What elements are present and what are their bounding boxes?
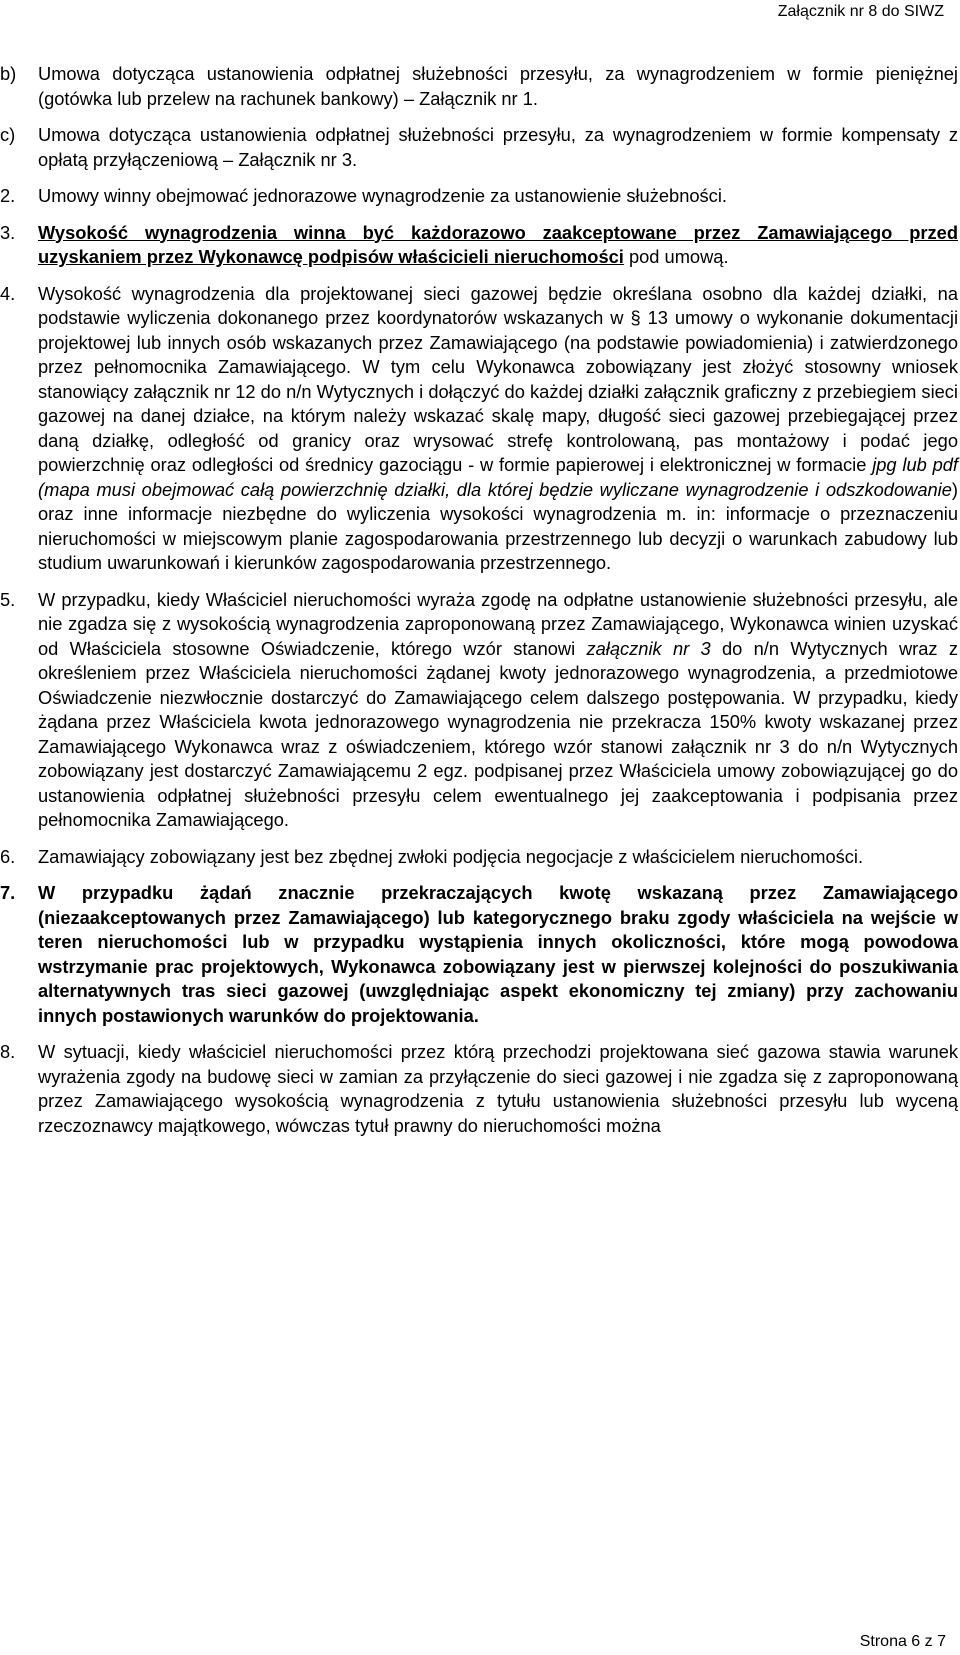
sub-item-text: Umowa dotycząca ustanowienia odpłatnej służebności przesyłu, za wynagrodzeniem w formie kompensaty z opłatą przyłączeniową – Załącznik nr 3. bbox=[38, 124, 958, 170]
paragraph-6 bbox=[0, 845, 958, 870]
paragraph-text: W sytuacji, kiedy właściciel nieruchomości przez którą przechodzi projektowana sieć gazowa stawia warunek wyrażenia zgody na budowę sieci w zamian za przyłączenie do sieci gazowej i nie zgadza się z zaproponowaną przez Zamawiającego wysokością wynagrodzenia z tytułu ustanowienia służebności przesyłu lub wyceną rzeczoznawcy majątkowego, wówczas tytuł prawny do nieruchomości można bbox=[38, 1041, 958, 1136]
paragraph-text-cont: do n/n Wytycznych wraz z określeniem przez Właściciela nieruchomości żądanej kwoty jednorazowego wynagrodzenia, a przedmiotowe Oświadczenie niezwłocznie dostarczyć do Zamawiającego celem dalszego postępowania. W przypadku, kiedy żądana przez Właściciela kwota jednorazowego wynagrodzenia nie przekracza 150% kwoty wskazanej przez Zamawiającego Wykonawca wraz z oświadczeniem, którego wzór stanowi załącznik nr 3 do n/n Wytycznych zobowiązany jest dostarczyć Zamawiającemu 2 egz. podpisanej przez Właściciela umowy zobowiązującej go do ustanowienia odpłatnej służebności przesyłu celem ewentualnego jej zaakceptowania i podpisania przez pełnomocnika Zamawiającego. bbox=[38, 637, 958, 830]
paragraph-number: 4. bbox=[0, 282, 16, 304]
paragraph-text: W przypadku żądań znacznie przekraczających kwotę wskazaną przez Zamawiającego (niezaakceptowanych przez Zamawiającego) lub kategorycznego braku zgody właściciela na wejście w teren nieruchomości lub w przypadku wystąpienia innych okoliczności, które mogą powodowa wstrzymanie prac projektowych, Wykonawca zobowiązany jest w pierwszej kolejności do poszukiwania alternatywnych tras sieci gazowej (uwzględniając aspekt ekonomiczny tej zmiany) przy zachowaniu innych postawionych warunków do projektowania. bbox=[38, 882, 958, 1026]
paragraph-text: Wysokość wynagrodzenia dla projektowanej sieci gazowej będzie określana osobno dla każdej działki, na podstawie wyliczenia dokonanego przez koordynatorów wskazanych w § 13 umowy o wykonanie dokumentacji projektowej lub innych osób wskazanych przez Zamawiającego (na podstawie powiadomienia) i zatwierdzonego przez pełnomocnika Zamawiającego. W tym celu Wykonawca zobowiązany jest złożyć stosowny wniosek stanowiący załącznik nr 12 do n/n Wytycznych i dołączyć do każdej działki załącznik graficzny z przebiegiem sieci gazowej na danej działce, na którym należy wskazać skalę mapy, długość sieci gazowej przebiegającej przez daną działkę, odległość od granicy oraz wrysować strefę kontrolowaną, pas montażowy i podać jego powierzchnię oraz odległości od średnicy gazociągu - w formie papierowej i elektronicznej w formacie bbox=[38, 282, 958, 475]
paragraph-2 bbox=[0, 184, 958, 209]
paragraph-number: 8. bbox=[0, 1041, 16, 1062]
sub-item-c bbox=[0, 123, 958, 172]
paragraph-text-underlined: Wysokość wynagrodzenia winna być każdorazowo zaakceptowane przez Zamawiającego przed uzyskaniem przez Wykonawcę podpisów właścicieli nieruchomości bbox=[38, 221, 958, 267]
page-footer: Strona 6 z 7 bbox=[859, 1633, 946, 1650]
sub-item-label: c) bbox=[0, 124, 16, 145]
paragraph-number: 3. bbox=[0, 221, 16, 243]
paragraph-text-italic: załącznik nr 3 bbox=[586, 637, 711, 659]
paragraph-text-tail: pod umową. bbox=[623, 246, 729, 267]
paragraph-text: W przypadku, kiedy Właściciel nieruchomości wyraża zgodę na odpłatne ustanowienie służebności przesyłu, ale nie zgadza się z wysokością wynagrodzenia zaproponowaną przez Zamawiającego, Wykonawca winien uzyskać od Właściciela stosowne Oświadczenie, którego wzór stanowi bbox=[38, 588, 958, 659]
paragraph-number: 5. bbox=[0, 588, 16, 610]
paragraph-text: Zamawiający zobowiązany jest bez zbędnej zwłoki podjęcia negocjacje z właścicielem nieruchomości. bbox=[38, 845, 864, 867]
paragraph-number: 2. bbox=[0, 185, 16, 206]
paragraph-8 bbox=[0, 1040, 958, 1138]
page-header: Załącznik nr 8 do SIWZ bbox=[777, 3, 944, 20]
paragraph-text-italic: jpg lub pdf (mapa musi obejmować całą powierzchnię działki, dla której będzie wyliczane wynagrodzenie i odszkodowanie bbox=[38, 454, 958, 500]
paragraph-text: Umowy winny obejmować jednorazowe wynagrodzenie za ustanowienie służebności. bbox=[38, 185, 727, 206]
paragraph-3 bbox=[0, 221, 958, 270]
paragraph-4 bbox=[0, 282, 958, 576]
paragraph-7 bbox=[0, 881, 958, 1028]
sub-item-text: Umowa dotycząca ustanowienia odpłatnej służebności przesyłu, za wynagrodzeniem w formie pieniężnej (gotówka lub przelew na rachunek bankowy) – Załącznik nr 1. bbox=[38, 63, 958, 109]
paragraph-number: 6. bbox=[0, 845, 16, 867]
document-body bbox=[0, 62, 958, 1138]
paragraph-5 bbox=[0, 588, 958, 833]
sub-item-b bbox=[0, 62, 958, 111]
paragraph-number: 7. bbox=[0, 882, 16, 903]
sub-item-label: b) bbox=[0, 63, 17, 84]
paragraph-text-cont: ) oraz inne informacje niezbędne do wyliczenia wysokości wynagrodzenia m. in: informacje o przeznaczeniu nieruchomości w miejscowym planie zagospodarowania przestrzennego lub decyzji o warunkach zabudowy lub studium uwarunkowań i kierunków zagospodarowania przestrzennego. bbox=[38, 478, 958, 573]
